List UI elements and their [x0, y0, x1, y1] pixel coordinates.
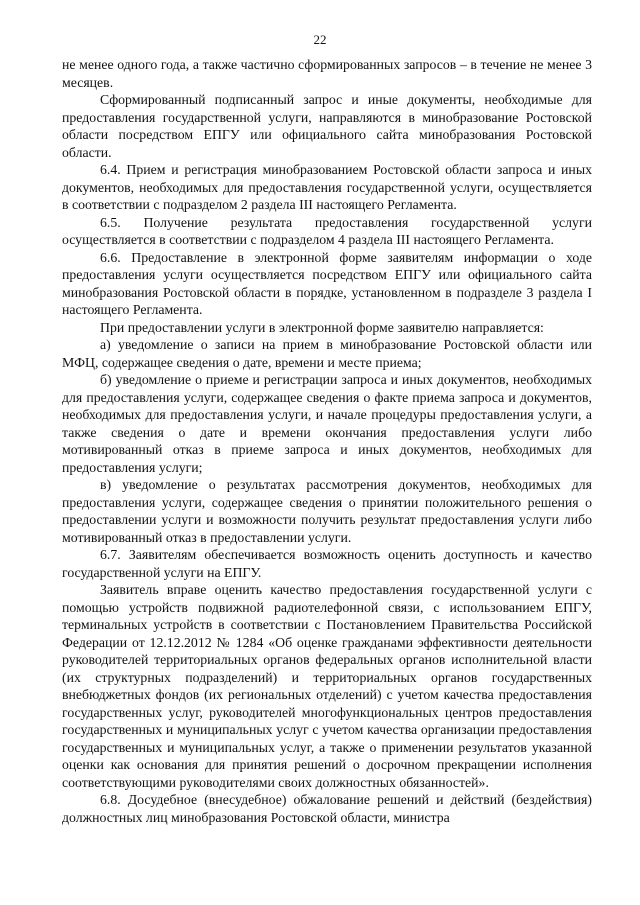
paragraph-6-8: 6.8. Досудебное (внесудебное) обжалование решений и действий (бездействия) должностных лиц минобразования Ростовской области, министра [62, 792, 592, 825]
paragraph-quality-assessment: Заявитель вправе оценить качество предоставления государственной услуги с помощью устройств подвижной радиотелефонной связи, с использованием ЕПГУ, терминальных устройств в соответствии с Постановлением Правительства Российской Федерации от 12.12.2012 № 1284 «Об оценке гражданами эффективности деятельности руководителей территориальных органов федеральных органов исполнительной власти (их структурных подразделений) и территориальных органов государственных внебюджетных фондов (их региональных отделений) с учетом качества предоставления государственных услуг, руководителей многофункциональных центров предоставления государственных и муниципальных услуг с учетом качества организации предоставления государственных и муниципальных услуг, а также о применении результатов указанной оценки как основания для принятия решений о досрочном прекращении исполнения соответствующими руководителями своих должностных обязанностей». [62, 582, 592, 790]
paragraph-item-b: б) уведомление о приеме и регистрации запроса и иных документов, необходимых для предоставления услуги, содержащее сведения о факте приема запроса и документов, необходимых для предоставления услуги, и начале процедуры предоставления услуги, а также сведения о дате и времени окончания предоставления услуги либо мотивированный отказ в приеме запроса и иных документов, необходимых для предоставления услуги; [62, 372, 592, 475]
paragraph-item-a: а) уведомление о записи на прием в минобразование Ростовской области или МФЦ, содержащее сведения о дате, времени и месте приема; [62, 337, 592, 370]
paragraph-6-7: 6.7. Заявителям обеспечивается возможность оценить доступность и качество государственной услуги на ЕПГУ. [62, 547, 592, 580]
page-number: 22 [313, 32, 327, 47]
paragraph-notification-intro: При предоставлении услуги в электронной форме заявителю направляется: [100, 319, 544, 335]
paragraph-6-6: 6.6. Предоставление в электронной форме заявителям информации о ходе предоставления услуги осуществляется посредством ЕПГУ или официального сайта минобразования Ростовской области в порядке, установленном в подразделе 3 раздела I настоящего Регламента. [62, 249, 592, 317]
paragraph-6-4: 6.4. Прием и регистрация минобразованием Ростовской области запроса и иных документов, необходимых для предоставления государственной услуги, осуществляется в соответствии с подразделом 2 раздела III настоящего Регламента. [62, 162, 592, 212]
paragraph-6-5: 6.5. Получение результата предоставления государственной услуги осуществляется в соответствии с подразделом 4 раздела III настоящего Регламента. [62, 214, 592, 247]
document-body [62, 56, 592, 826]
paragraph-item-c: в) уведомление о результатах рассмотрения документов, необходимых для предоставления услуги, содержащее сведения о принятии положительного решения о предоставлении услуги и возможности получить результат предоставления услуги либо мотивированный отказ в предоставлении услуги. [62, 477, 592, 545]
paragraph-signed-request: Сформированный подписанный запрос и иные документы, необходимые для предоставления государственной услуги, направляются в минобразование Ростовской области посредством ЕПГУ или официального сайта минобразования Ростовской области. [62, 92, 592, 160]
paragraph-continuation: не менее одного года, а также частично сформированных запросов – в течение не менее 3 месяцев. [62, 57, 592, 90]
